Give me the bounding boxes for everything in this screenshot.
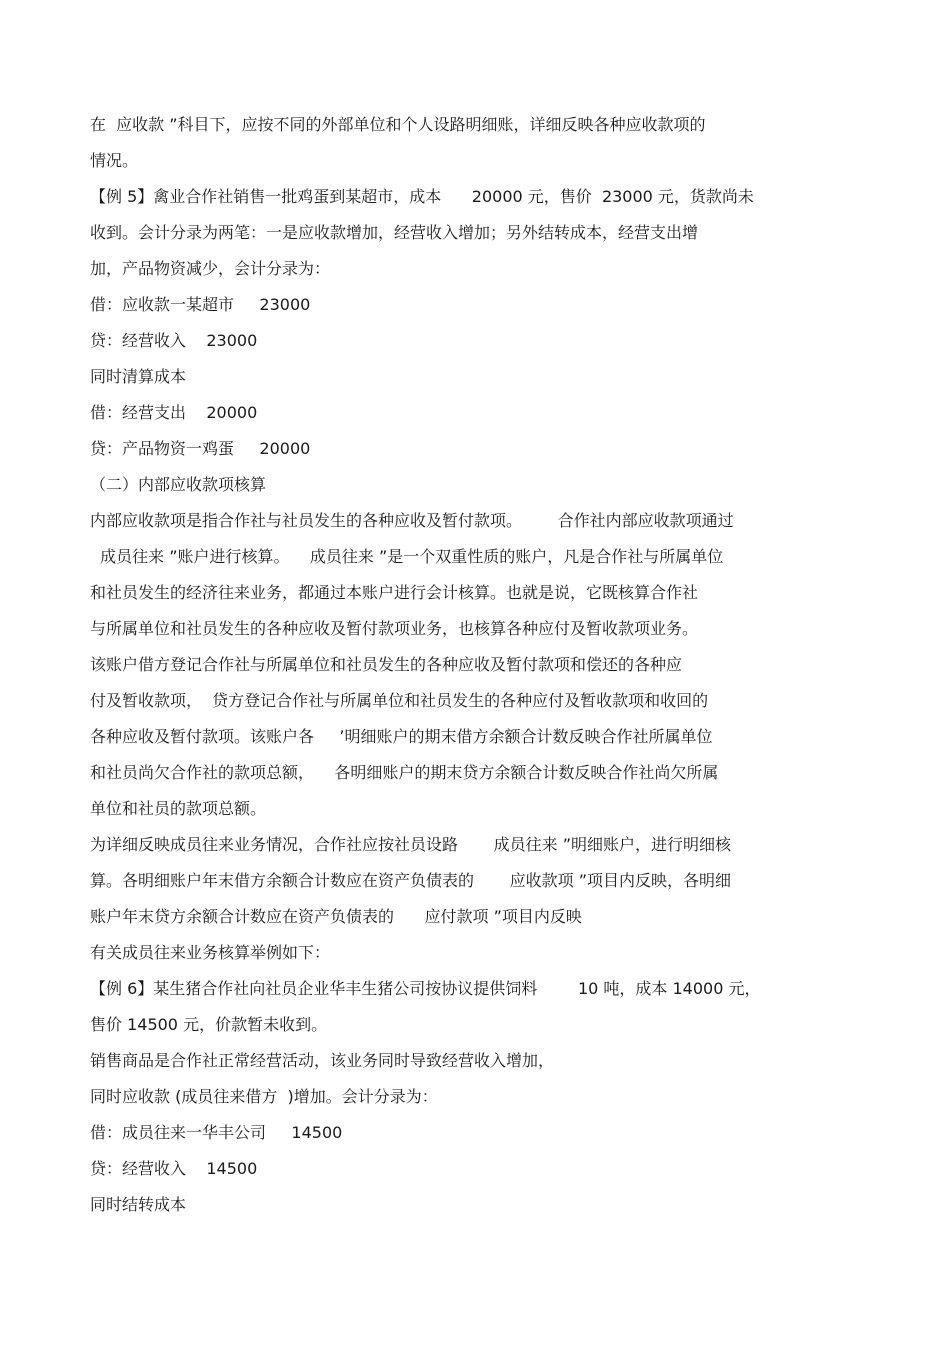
text-line: 借：成员往来一华丰公司 14500 xyxy=(90,1123,343,1142)
text-line: 售价 14500 元，价款暂未收到。 xyxy=(90,1015,328,1034)
text-line: 和社员发生的经济往来业务，都通过本账户进行会计核算。也就是说，它既核算合作社 xyxy=(90,583,699,602)
text-line: 借：应收款一某超市 23000 xyxy=(90,295,311,314)
text-line: 算。各明细账户年末借方余额合计数应在资产负债表的 应收款项 ”项目内反映，各明细 xyxy=(90,871,731,890)
text-line: 与所属单位和社员发生的各种应收及暂付款项业务，也核算各种应付及暂收款项业务。 xyxy=(90,619,699,638)
text-line: 【例 6】某生猪合作社向社员企业华丰生猪公司按协议提供饲料 10 吨，成本 14000 元， xyxy=(90,979,761,998)
text-line: 借：经营支出 20000 xyxy=(90,403,258,422)
section-heading: （二）内部应收款项核算 xyxy=(90,475,267,494)
text-line: 同时清算成本 xyxy=(90,367,187,386)
text-line: 贷：产品物资一鸡蛋 20000 xyxy=(90,439,311,458)
text-line: 加，产品物资减少，会计分录为： xyxy=(90,259,331,278)
text-line: 成员往来 ”账户进行核算。 成员往来 ”是一个双重性质的账户，凡是合作社与所属单位 xyxy=(90,547,724,566)
text-line: 各种应收及暂付款项。该账户各 ’明细账户的期末借方余额合计数反映合作社所属单位 xyxy=(90,727,713,746)
text-line: 【例 5】禽业合作社销售一批鸡蛋到某超市，成本 20000 元，售价 23000 元，货款尚未 xyxy=(90,187,754,206)
text-line: 为详细反映成员往来业务情况，合作社应按社员设路 成员往来 ”明细账户，进行明细核 xyxy=(90,835,731,854)
text-line: 情况。 xyxy=(90,151,139,170)
text-line: 贷：经营收入 23000 xyxy=(90,331,258,350)
text-line: 该账户借方登记合作社与所属单位和社员发生的各种应收及暂付款项和偿还的各种应 xyxy=(90,655,683,674)
text-line: 贷：经营收入 14500 xyxy=(90,1159,258,1178)
text-line: 同时结转成本 xyxy=(90,1195,187,1214)
text-line: 账户年末贷方余额合计数应在资产负债表的 应付款项 ”项目内反映 xyxy=(90,907,582,926)
text-line: 收到。会计分录为两笔：一是应收款增加，经营收入增加；另外结转成本，经营支出增 xyxy=(90,223,699,242)
text-line: 单位和社员的款项总额。 xyxy=(90,799,267,818)
text-line: 在 应收款 ”科目下，应按不同的外部单位和个人设路明细账，详细反映各种应收款项的 xyxy=(90,115,706,134)
text-line: 和社员尚欠合作社的款项总额， 各明细账户的期末贷方余额合计数反映合作社尚欠所属 xyxy=(90,763,719,782)
text-line: 有关成员往来业务核算举例如下： xyxy=(90,943,331,962)
text-line: 同时应收款 (成员往来借方 )增加。会计分录为： xyxy=(90,1087,438,1106)
text-line: 销售商品是合作社正常经营活动，该业务同时导致经营收入增加， xyxy=(90,1051,555,1070)
text-line: 付及暂收款项， 贷方登记合作社与所属单位和社员发生的各种应付及暂收款项和收回的 xyxy=(90,691,709,710)
text-line: 内部应收款项是指合作社与社员发生的各种应收及暂付款项。 合作社内部应收款项通过 xyxy=(90,511,734,530)
